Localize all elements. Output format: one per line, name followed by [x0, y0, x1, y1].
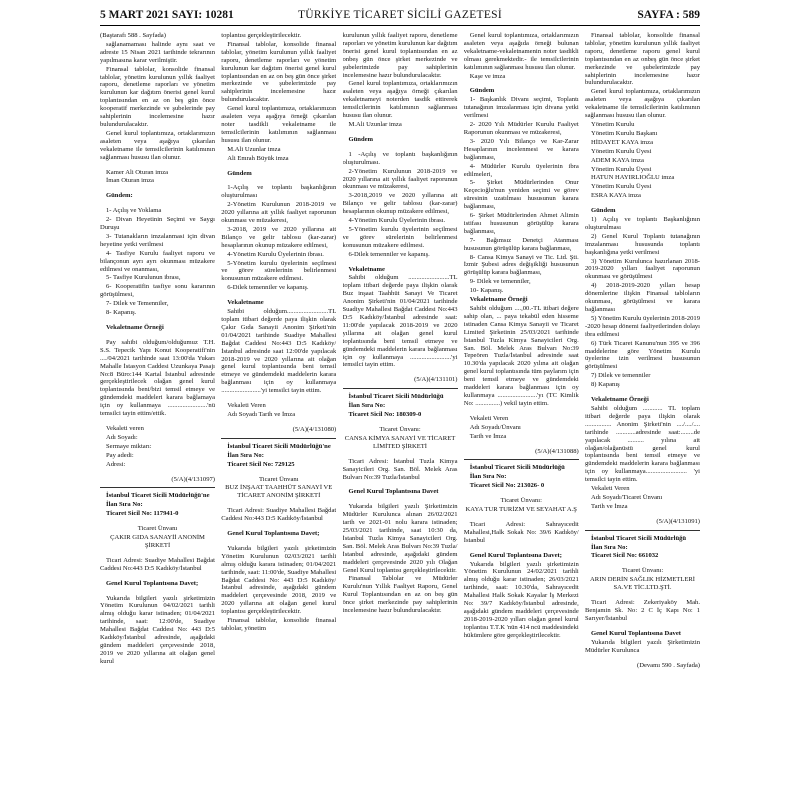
paragraph: Adı Soyadı: — [106, 433, 138, 441]
paragraph: Sahibi olduğum .........................TL toplam itibari değerde paya ilişkin olarak Buz inşaat Taahhüt Sanayi Ve Ticaret Anonim Şirketi'nin 01/04/2021 tarihinde Suadiye Mahallesi Bağdat Caddesi No:443 D:5 Kadıköy/İstanbul adresinde saat: 11:00'de yapılacak 2018-2019 ve 2020 yıllarına ait olağan genel kurul toplantısında beni temsil etmeye ve gündemdeki maddelerin karara bağlanması için oy kullanmaya .........................'yi temsilci tayin ettim. — [342, 274, 458, 369]
paragraph: Ali Emrah Büyük imza — [227, 154, 289, 162]
heading: Ticaret Sicil No: 180309-0 — [348, 411, 422, 419]
paragraph: Adresi: — [106, 460, 126, 468]
title-line: KAYA TUR TURİZM VE SEYAHAT A.Ş — [465, 506, 577, 514]
paragraph: Vekaleti Veren — [591, 485, 630, 493]
ad-separator — [464, 459, 579, 460]
paragraph: 3) Yönetim Kurulunca hazırlanan 2018-2019-2020 yılları faaliyet raporunun okunması ve görüşülmesi — [585, 257, 700, 281]
heading: İlan Sıra No: — [106, 501, 143, 509]
paragraph: Sahibi olduğum.........................TL toplam itibari değerde paya ilişkin olarak Çakır Gıda Sanayii Anonim Şirketi'nin 01/04/2021 tarihinde Suadiye Mahallesi Bağdat Caddesi No:443 D:5 Kadıköy/İstanbul adresinde saat 12:00'de yapılacak 2018-2019 ve 2020 yıllarına ait olağan genel kurul toplantısında beni temsil etmeye ve gündemdeki maddelerin karara bağlanması için oy kullanmaya ........................'yi temsilci tayin ettim. — [221, 308, 337, 395]
paragraph: 7- Bağımsız Denetçi Atanması hususunun görüşülüp karara bağlanması, — [463, 236, 579, 252]
issue-date: 5 MART 2021 SAYI: 10281 — [100, 9, 234, 21]
paragraph: 6-Dilek temenniler ve kapanış. — [348, 250, 430, 258]
heading: Gündem — [469, 87, 495, 95]
paragraph: Finansal tablolar, konsolide finansal tablolar, yönetim kurulunun yıllık faaliyet raporu, denetleme raporu genel kurul toplantısından en az onbeş gün önce şirket merkezinde ve şubelerimizde pay sahiplerinin incelemesine hazır bulundurulacaktır. — [585, 32, 700, 87]
paragraph: M.Ali Uzunlar imza — [227, 145, 281, 153]
paragraph: 4- Tasfiye Kurulu faaliyet raporu ve bilançonun ayrı ayrı okunması müzakere edilmesi ve onanması, — [100, 249, 215, 273]
title-line: ARIN DERİN SAĞLIK HİZMETLERİ SA.VE TİC.LTD.ŞTİ. — [590, 576, 695, 592]
paragraph: kurulunun yıllık faaliyet raporu, denetleme raporları ve yönetim kurulunun kar dağıtım önerisi genel kurul toplantısından en az onbeş gün önce şirket merkezinde ve şubelerimizde pay sahiplerinin incelemesine hazır bulundurulacaktır. — [342, 32, 458, 79]
paragraph: Finansal tablolar, konsolide finansal tablolar, yönetim — [221, 617, 337, 632]
title-line: Ticaret Ünvanı: — [379, 425, 421, 433]
paragraph: 6- Kooperatifin tasfiye sonu kararının görüşülmesi, — [100, 283, 215, 299]
column-3 — [343, 32, 458, 792]
paragraph: 5-Yönetim kurulu üyelerinin seçilmesi ve görev sürelerinin belirlenmesi konusunun müzakere edilmesi. — [342, 225, 458, 249]
paragraph: 3-2018,2019 ve 2020 yıllarına ait Bilanço ve gelir tablosu (kar-zarar) hesaplarının okunup müzakere edilmesi, — [342, 192, 458, 216]
ad-reference: (5/A)(4/131097) — [171, 475, 215, 483]
heading: Gündem — [348, 135, 374, 143]
paragraph: 8- Kapanış. — [106, 309, 137, 317]
heading: İlan Sıra No: — [348, 402, 386, 410]
title-line: ÇAKIR GIDA SANAYİİ ANONİM ŞİRKETİ — [110, 534, 205, 549]
paragraph: Pay sahibi olduğum/olduğumuz T.H. S.S. Tepecik Yapı Konut Kooperatifi'nin ..../04/2021 tarihinde saat 13:00'da Yukarı Mahalle İstasyon Caddesi Uzunkaya Pasajı No:8 Büro:144 Kartal İstanbul adresinde gerçekleştirilecek olağan genel kurul toplantısında beni/bizi temsil etmeye ve gündemdeki maddeleri karara bağlamaya için oy kullanmaya ........................'nü temsilci tayin ettim/ettik. — [100, 338, 215, 418]
paragraph: HATUN HAYIRLIOĞLU imza — [591, 174, 675, 182]
paragraph: Yukarıda bilgileri yazılı şirketimizin Yönetim Kurulunun 02/03/2021 tarihli almış olduğu karara istinaden; 01/04/2021 tarihinde, saat: 11:00'de, Suadiye Mahallesi Bağdat Caddesi No: 443 D:5 Kadıköy/İstanbul adresinde, aşağıdaki gündem maddeleri çerçevesinde 2018, 2019 ve 2020 yıllarına ait olağan genel kurul toplantısı gerçekleştirilecektir. — [221, 544, 337, 616]
heading: İstanbul Ticaret Sicili Müdürlüğü — [348, 393, 444, 401]
column-2 — [221, 32, 336, 792]
paragraph: 7) Dilek ve temenniler — [591, 372, 651, 380]
ad-reference: (5/A)(4/131101) — [414, 376, 458, 384]
paragraph: 7- Dilek ve Temenniler, — [106, 300, 169, 308]
paragraph: Sahibi olduğum ....,00.-TL itibari değere sahip olan, ... paya tekabül eden hisseme istinaden Cansa Kimya Sanayii ve Ticaret Limited Şirketinin 25/03/2021 tarihinde İstanbul Tuzla Kimya Sanayicileri Org. San. Böl. Melek Aras Bulvarı No:39 Tepeören Tuzla/İstanbul adresinde saat 10.30'da yapılacak 2020 yılına ait olağan genel kurul toplantısında tüm paylarım için beni temsil etmeye ve gündemdeki maddeleri karara bağlanması için oy kullanmaya ........................'yı (TC Kimlik No: ...............) vekil tayin ettim. — [463, 305, 579, 407]
paragraph: M.Ali Uzunlar imza — [348, 120, 402, 128]
paragraph: 1 -Açılış ve toplantı başkanlığının oluşturulması. — [342, 150, 458, 166]
title-line: CANSA KİMYA SANAYİ VE TİCARET LİMİTED ŞİRKETİ — [344, 434, 456, 450]
column-1 — [100, 32, 215, 792]
paragraph: Genel kurul toplantımıza, ortaklarımızın asaleten veya aşağıya çıkarılan vekaletname ile temsilcilerinin katılımının sağlanması hususu ilan olunur. — [585, 88, 700, 120]
paragraph: Adı Soyadı/Ticaret Ünvanı — [591, 493, 663, 501]
paragraph: Yukarıda bilgileri yazılı şirketimizin Yönetim Kurulunun 04/02/2021 tarihli almış olduğu karar istinaden; 01/04/2021 tarihinde, saat: 12:00'de, Suadiye Mahallesi Bağdat Caddesi No: 443 D:5 Kadıköy/İstanbul adresinde, aşağıdaki gündem maddeleri çerçevesinde 2018, 2019 ve 2020 yıllarına ait olağan genel kurul — [100, 594, 215, 665]
paragraph: 4-Yönetim Kurulu Üyelerinin ibrası. — [227, 250, 324, 258]
paragraph: Yönetim Kurulu Üyesi — [591, 183, 652, 191]
paragraph: 9- Dilek ve temenniler, — [469, 278, 531, 286]
paragraph: Yukarıda bilgileri yazılı Şirketimizin Müdürler Kurulunca — [585, 638, 700, 654]
paragraph: Kaşe ve imza — [469, 72, 506, 80]
title-line: Ticaret Ünvanı: — [500, 497, 542, 505]
paragraph: Yönetim Kurulu Başkanı — [591, 129, 658, 137]
title-line: Ticaret Ünvanı — [259, 475, 299, 483]
gazette-columns — [100, 32, 700, 792]
paragraph: 2- 2020 Yılı Müdürler Kurulu Faaliyet Raporunun okunması ve müzakeresi, — [463, 121, 579, 136]
paragraph: Ticari Adresi: Zekeriyaköy Mah. Benjamin Sk. No: 2 C İç Kapı No: 1 Sarıyer/İstanbul — [585, 599, 700, 622]
paragraph: 4- Müdürler Kurulu üyelerinin ibra edilmeleri, — [463, 162, 579, 178]
paragraph: Tarih ve İmza — [591, 502, 628, 510]
heading: Ticaret Sicil No: 213026- 0 — [469, 482, 545, 490]
paragraph: 1- Başkanlık Divanı seçimi, Toplantı tutanağının imzalanması için divana yetki verilmesi — [463, 96, 579, 120]
paragraph: Yönetim Kurulu Üyesi — [591, 147, 652, 155]
paragraph: 1-Açılış ve toplantı başkanlığının oluşturulması — [221, 184, 337, 200]
paragraph: Ticari Adresi: Sahrayıcedit Mahallesi,Halk Sokak No: 39/6 Kadıköy/İstanbul — [463, 520, 579, 544]
header-rule — [100, 25, 700, 26]
paragraph: Yukarıda bilgileri yazılı şirketimizin Yönetim Kurulunun 24/02/2021 tarihli almış olduğu karar istinaden; 26/03/2021 tarihinde, saat: 10.30'da, Sahrayıcedit Mahallesi Halk Sokak Kayalar İş Merkezi No: 39/7 Kadıköy/İstanbul adresinde, aşağıdaki gündem maddeleri çerçevesinde 2018-2019-2020 yılları olağan genel kurul toplantısı T.T.K 'nün 414 ncü maddesindeki hükümlere göre gerçekleştirilecektir. — [463, 560, 579, 639]
paragraph: 10- Kapanış. — [469, 287, 504, 295]
column-5 — [585, 32, 700, 792]
paragraph: 1- Açılış ve Yoklama — [106, 207, 162, 215]
heading: Vekaletname Örneği — [469, 296, 528, 304]
heading: Gündem — [591, 207, 616, 215]
paragraph: Genel kurul toplantımıza, ortaklarımızın asaleten veya aşağıya örneği çıkarılan noter tasdikli vekaletname ile temsilcilerinin katılımının sağlanması hususu ilan olunur. — [221, 105, 337, 144]
paragraph: Genel kurul toplantımıza, ortaklarımızın asaleten veya aşağıya örneği çıkarılan vekaletnameyi noterden tasdik ettirerek temsilcilerinin katılımının sağlanması hususu ilan olunur. — [342, 80, 458, 120]
heading: Genel Kurul Toplantısına Davet — [348, 488, 439, 496]
paragraph: 8) Kapanış — [591, 381, 620, 389]
heading: Gündem: — [106, 192, 133, 200]
paragraph: Ticari Adresi: Suadiye Mahallesi Bağdat Caddesi No:443 D:5 Kadıköy/İstanbul — [100, 556, 215, 572]
heading: Vekaletname — [227, 299, 264, 307]
paragraph: sağlanamaması halinde aynı saat ve adreste 15 Nisan 2021 tarihinde tekrarının yapılmasına karar verilmiştir. — [100, 40, 215, 64]
heading: Ticaret Sicil No: 729125 — [227, 460, 295, 468]
paragraph: 6-Dilek temenniler ve kapanış. — [227, 284, 309, 292]
heading: Vekaletname Örneği — [591, 396, 649, 404]
paragraph: Vekaleti veren — [106, 424, 144, 432]
ad-separator — [221, 438, 336, 439]
heading: Ticaret Sicil No: 117941-0 — [106, 510, 179, 518]
paragraph: 6- Şirket Müdürlerinden Ahmet Alimin istifası hususunun görüşülüp karara bağlanması, — [463, 212, 579, 235]
paragraph: Pay adedi: — [106, 451, 134, 459]
paragraph: 5-Yönetim kurulu üyelerinin seçilmesi ve görev sürelerinin belirlenmesi konusunun müzakere edilmesi. — [221, 259, 337, 283]
heading: Vekaletname Örneği — [106, 324, 164, 331]
paragraph: Tarih ve İmza — [469, 432, 507, 440]
paragraph: Sahibi olduğum ............ TL toplam itibari değerde paya ilişkin olarak ................ Anonim Şirketi'nin ..../..../.... tarihinde ............adresinde saat:........de yapılacak .......... yılına ait olağan/olağanüstü genel kurul toplantısında beni temsil etmeye ve gündemdeki maddelerin karara bağlanması için oy kullanmaya......................... 'yi temsilci tayin ettim. — [585, 404, 700, 484]
paragraph: 3-2018, 2019 ve 2020 yıllarına ait Bilanço ve gelir tablosu (kar-zarar) hesaplarının okunup müzakere edilmesi, — [221, 225, 337, 249]
paragraph: 5- Tasfiye Kurulunun ibrası, — [106, 274, 181, 282]
paragraph: Genel kurul toplantımıza, ortaklarımızın asaleten veya aşağıya çıkarılan vekaletname ile temsilcilerinin katılımının sağlanması hususu ilan olunur. — [100, 129, 215, 161]
paragraph: HİDAYET KAYA imza — [591, 138, 654, 146]
paragraph: Yukarıda bilgileri yazılı Şirketimizin Müdürler Kurulunca alınan 26/02/2021 tarih ve 2021-01 nolu karara istinaden; 25/03/2021 tarihinde, saat 10:30 da, İstanbul Tuzla Kimya Sanayicileri Org. San. Böl. Melek Aras Bulvarı No:39 Tuzla/İstanbul adresinde, aşağıdaki gündem maddeleri çerçevesinde 2020 yılı Olağan Genel Kurul toplantısı gerçekleştirilecektir. — [342, 503, 458, 574]
paragraph: 2-Yönetim Kurulunun 2018-2019 ve 2020 yıllarına ait yıllık faaliyet raporunun okunması ve müzakeresi, — [342, 167, 458, 191]
paragraph: Finansal Tablolar ve Müdürler Kurulu'nun Yıllık Faaliyet Raporu, Genel Kurul Toplantısından en az on beş gün önce şirket merkezinde pay sahiplerinin incelemesine hazır bulundurulacaktır. — [342, 575, 458, 615]
ad-separator — [343, 388, 458, 389]
heading: Genel Kurul Toplantısına Davet; — [106, 579, 199, 587]
paragraph: 3- 2020 Yılı Bilanço ve Kar-Zarar Hesaplarının incelenmesi ve karara bağlanması, — [463, 137, 579, 161]
page-number: SAYFA : 589 — [637, 9, 700, 21]
paragraph: Sermaye miktarı: — [106, 442, 152, 450]
paragraph: 2- Divan Heyetinin Seçimi ve Saygı Duruşu — [100, 216, 215, 232]
paragraph: Adı Soyadı/Ünvanı — [469, 423, 521, 431]
heading: Genel Kurul Toplantısına Davet — [591, 629, 681, 637]
paragraph: 5- Şirket Müdürlerinden Onur Keçecioğlu'nun yeniden seçimi ve görev süresinin uzatılması hususunun karara bağlanması, — [463, 179, 579, 211]
heading: Genel Kurul Toplantısına Davet; — [469, 551, 562, 559]
paragraph: Finansal tablolar, konsolide finansal tablolar, yönetim kurulunun yıllık faaliyet raporu, denetleme raporları ve yönetim kurulunun kar dağıtım önerisi genel kurul toplantısından en az on beş gün önce kooperatif merkezinde ve şubelerinde pay sahiplerinin incelemesine hazır bulundurulacaktır. — [100, 65, 215, 128]
column-4 — [464, 32, 579, 792]
ad-reference: (5/A)(4/131091) — [656, 517, 700, 525]
paragraph: Finansal tablolar, konsolide finansal tablolar, yönetim kurulunun yıllık faaliyet raporu, denetleme raporları ve yönetim kurulunun kar dağıtım önerisi genel kurul toplantısından en az on beş gün önce şirket merkezinde ve şubelerimizde pay sahiplerinin incelemesine hazır bulundurulacaktır. — [221, 40, 337, 104]
paragraph: 5) Yönetim Kurulu üyelerinin 2018-2019 -2020 hesap dönemi faaliyetlerinden dolayı ibra edilmesi — [585, 314, 700, 338]
paragraph: (Baştarafı 588 . Sayfada) — [100, 32, 166, 39]
paragraph: toplantısı gerçekleştirilecektir. — [221, 32, 302, 39]
paragraph: ADEM KAYA imza — [591, 156, 644, 164]
paragraph: 3- Tutanakların imzalanmasi için divan heyetine yetki verilmesi — [100, 232, 215, 248]
heading: İstanbul Ticaret Sicili Müdürlüğü — [469, 464, 565, 472]
ad-separator — [100, 487, 215, 488]
heading: İstanbul Ticaret Sicili Müdürlüğü'ne — [227, 442, 331, 450]
heading: İstanbul Ticaret Sicili Müdürlüğü — [591, 534, 687, 542]
heading: Vekaletname — [348, 265, 385, 273]
title-line: Ticaret Ünvanı: — [621, 567, 664, 575]
ad-reference: (5/A)(4/131088) — [535, 447, 579, 455]
paragraph: 1) Açılış ve toplantı Başkanlığının oluşturulması — [585, 216, 700, 231]
heading: İlan Sıra No: — [591, 543, 628, 551]
paragraph: 2-Yönetim Kurulunun 2018-2019 ve 2020 yıllarına ait yıllık faaliyet raporunun okunması ve müzakeresi, — [221, 201, 337, 225]
paragraph: Kamer Ali Oturan imza — [106, 168, 169, 176]
paragraph: Vekaleti Veren — [227, 402, 266, 410]
paragraph: Adı Soyadı Tarih ve İmza — [227, 410, 296, 418]
paragraph: 4) 2018-2019-2020 yılları hesap dönemlerine ilişkin Finansal tabloların okunması, görüşülmesi ve karara bağlanması — [585, 282, 700, 313]
paragraph: Genel kurul toplantımıza, ortaklarımızın asaleten veya aşağıda örneği bulunan vekaletname-vekaletnamenin noter tasdikli olması gerekmektedir.- ile temsilcilerinin katılımının sağlanması hususu ilan olunur. — [463, 32, 579, 71]
paragraph: 4-Yönetim Kurulu Üyelerinin ibrası. — [348, 217, 446, 225]
heading: İstanbul Ticaret Sicili Müdürlüğü'ne — [106, 492, 210, 500]
heading: İlan Sıra No: — [227, 451, 264, 459]
paragraph: Yönetim Kurulu — [591, 120, 635, 128]
paragraph: Ticari Adresi: İstanbul Tuzla Kimya Sanayicileri Org. San. Böl. Melek Aras Bulvarı No:39 Tuzla/İstanbul — [342, 457, 458, 481]
paragraph: Yönetim Kurulu Üyesi — [591, 165, 652, 173]
paragraph: 6) Türk Ticaret Kanunu'nun 395 ve 396 maddelerine göre Yönetim Kurulu üyelerine izin verilmesi hususunun görüşülmesi — [585, 339, 700, 371]
paragraph: İman Oturan imza — [106, 177, 154, 185]
paragraph: Ticari Adresi: Suadiye Mahallesi Bağdat Caddesi No:443 D:5 Kadıköy/İstanbul — [221, 507, 337, 523]
ad-reference: (Devamı 590 . Sayfada) — [637, 661, 700, 669]
paragraph: Vekaleti Veren — [469, 414, 509, 422]
paragraph: ESRA KAYA imza — [591, 192, 641, 200]
heading: Genel Kurul Toplantısına Davet; — [227, 530, 320, 538]
paragraph: 2) Genel Kurul Toplantı tutanağının imzalanması hususunda toplantı başkanlığına yetki verilmesi — [585, 232, 700, 256]
paragraph: 8- Cansa Kimya Sanayi ve Tic. Ltd. Şti. İzmir Şubesi adres değişikliği hususunun görüşülüp karara bağlanması, — [463, 253, 579, 277]
ad-separator — [585, 530, 700, 531]
gazette-title: TÜRKİYE TİCARET SİCİLİ GAZETESİ — [297, 9, 503, 21]
heading: Ticaret Sicil No: 661032 — [591, 552, 659, 560]
heading: Gündem — [227, 169, 252, 177]
title-line: Ticaret Ünvanı — [137, 525, 178, 533]
ad-reference: (5/A)(4/131080) — [292, 425, 337, 433]
title-line: BUZ İNŞAAT TAAHHÜT SANAYİ VE TİCARET ANONİM ŞİRKETİ — [225, 484, 333, 500]
heading: İlan Sıra No: — [469, 473, 507, 481]
